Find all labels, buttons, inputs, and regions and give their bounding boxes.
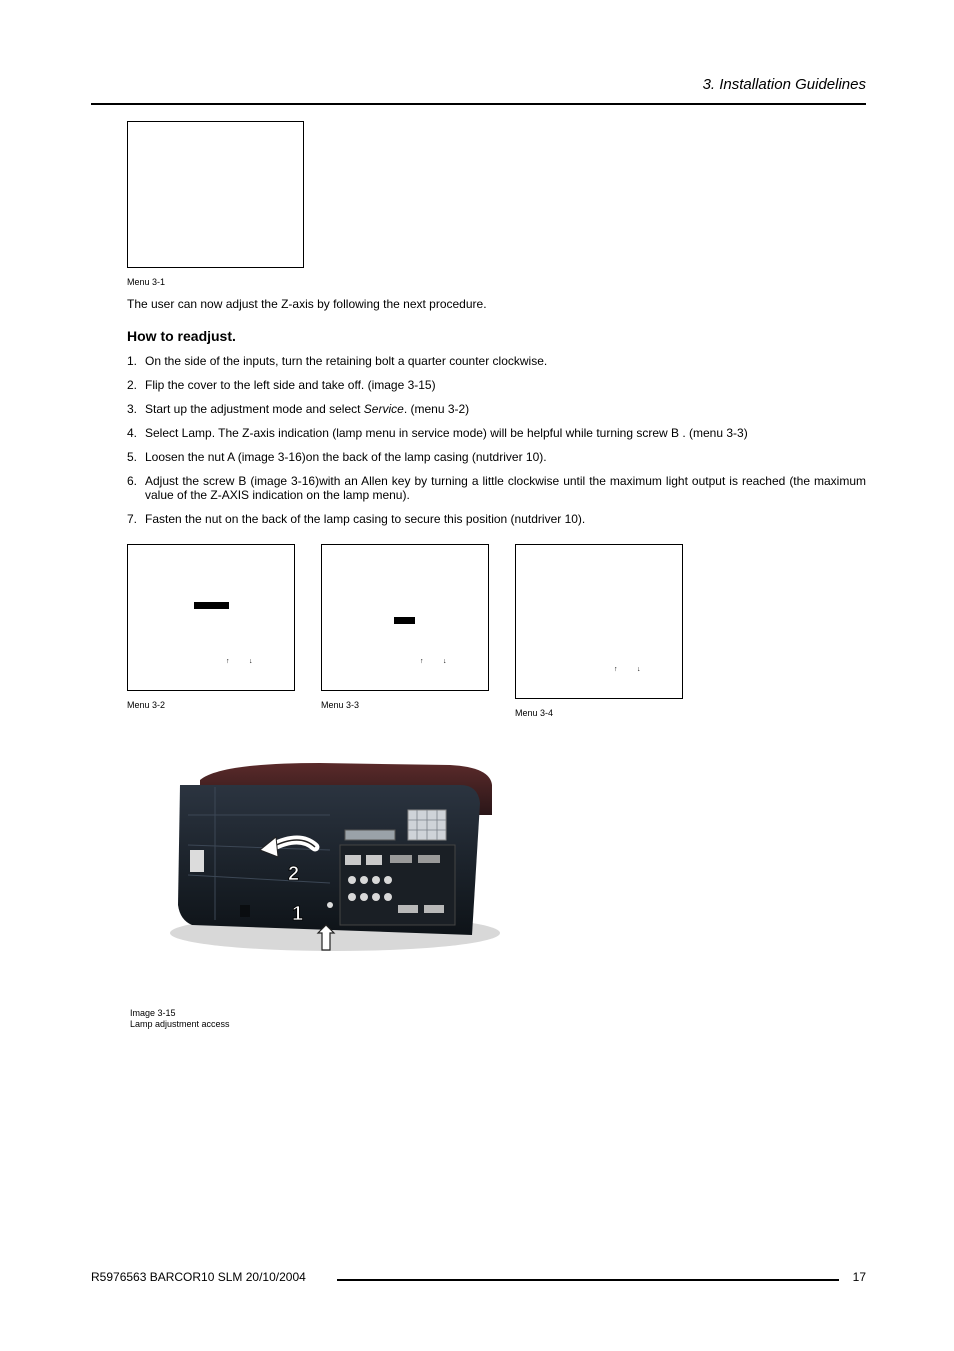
step-6: [127, 474, 866, 502]
step-number: 2.: [127, 378, 138, 392]
menu-selection-bar: [394, 617, 415, 624]
menu-3-3-caption: Menu 3-3: [321, 700, 360, 710]
step-number: 1.: [127, 354, 138, 368]
menu-3-1-box: [127, 121, 304, 268]
arrow-down-icon: ↓: [249, 658, 253, 665]
arrow-down-icon: ↓: [637, 666, 641, 673]
step-text: [145, 402, 866, 416]
menu-3-4-box: [515, 544, 683, 699]
menu-3-3-box: [321, 544, 489, 691]
arrow-up-icon: ↑: [226, 658, 230, 665]
callout-label-1: 1: [292, 903, 304, 925]
step-3: [127, 402, 866, 416]
image-3-15-caption: [130, 1008, 230, 1030]
menu-3-2-box: [127, 544, 295, 691]
arrow-down-icon: ↓: [443, 658, 447, 665]
step-number: 7.: [127, 512, 138, 526]
step-number: 3.: [127, 402, 138, 416]
menu-3-2-caption: Menu 3-2: [127, 700, 166, 710]
header-rule: [91, 103, 866, 105]
step-text-post: . (menu 3-2): [403, 402, 470, 416]
step-text-pre: Start up the adjustment mode and select: [145, 402, 364, 416]
step-2: [127, 378, 866, 392]
step-1: [127, 354, 866, 368]
step-4: [127, 426, 866, 440]
step-number: 5.: [127, 450, 138, 464]
step-number: 4.: [127, 426, 138, 440]
arrow-up-icon: ↑: [614, 666, 618, 673]
menu-selection-bar: [194, 602, 229, 609]
running-header-title: 3. Installation Guidelines: [702, 76, 866, 93]
step-text: Loosen the nut A (image 3-16)on the back of the lamp casing (nutdriver 10).: [145, 450, 547, 464]
step-text: Select Lamp. The Z-axis indication (lamp menu in service mode) will be helpful while turning screw B . (menu 3-3): [145, 426, 748, 440]
intro-paragraph: The user can now adjust the Z-axis by following the next procedure.: [127, 297, 487, 311]
step-text: On the side of the inputs, turn the retaining bolt a quarter counter clockwise.: [145, 354, 548, 368]
menu-3-4-caption: Menu 3-4: [515, 708, 554, 718]
callout-label-2: 2: [288, 863, 300, 885]
step-text: Flip the cover to the left side and take off. (image 3-15): [145, 378, 436, 392]
image-caption-line-1: Image 3-15: [130, 1008, 176, 1018]
page-number: 17: [852, 1270, 866, 1284]
step-text-emphasis: Service: [363, 402, 404, 416]
image-caption-line-2: Lamp adjustment access: [130, 1019, 230, 1029]
footer-doc-info: R5976563 BARCOR10 SLM 20/10/2004: [91, 1270, 306, 1284]
step-text: Adjust the screw B (image 3-16)with an Allen key by turning a little clockwise until the maximum light output is reached (the maximum value of the Z-AXIS indication on the lamp menu).: [145, 474, 866, 502]
arrow-up-icon: ↑: [420, 658, 424, 665]
step-number: 6.: [127, 474, 138, 488]
section-heading: How to readjust.: [127, 328, 236, 344]
step-7: [127, 512, 866, 526]
step-text: Fasten the nut on the back of the lamp casing to secure this position (nutdriver 10).: [145, 512, 586, 526]
projector-illustration: [160, 755, 505, 970]
menu-3-1-caption: Menu 3-1: [127, 277, 166, 287]
footer-rule: [337, 1279, 839, 1281]
step-5: [127, 450, 866, 464]
